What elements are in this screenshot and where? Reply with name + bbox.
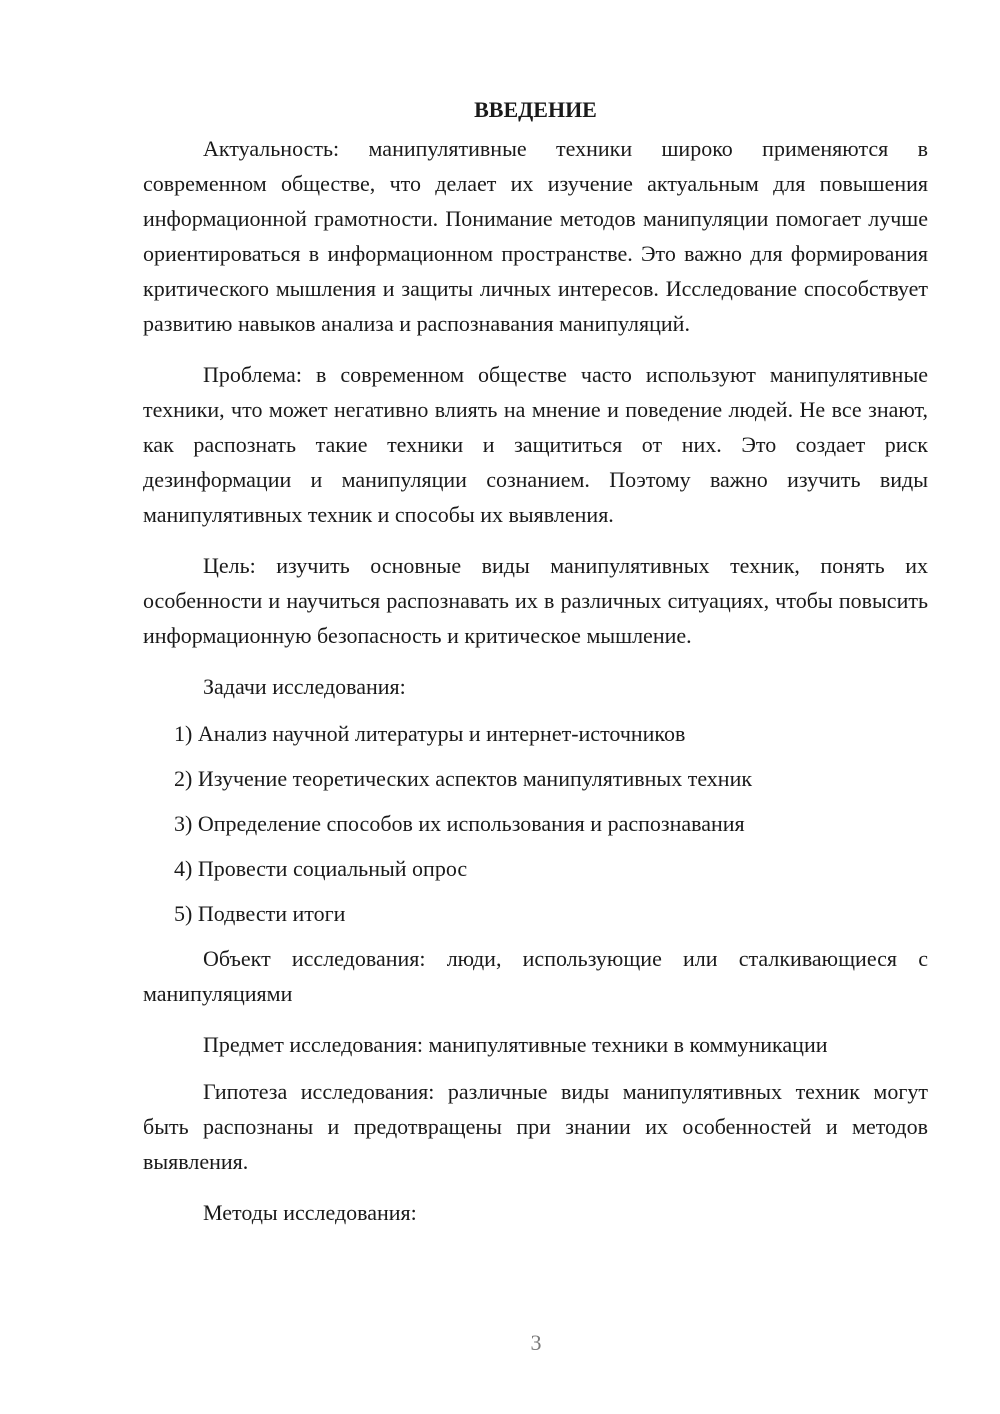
- list-item: 1) Анализ научной литературы и интернет-источников: [174, 721, 686, 746]
- list-item: 3) Определение способов их использования и распознавания: [174, 811, 745, 836]
- subject-paragraph: Предмет исследования: манипулятивные техники в коммуникации: [203, 1032, 828, 1057]
- hypothesis-paragraph: Гипотеза исследования: различные виды манипулятивных техник могут быть распознаны и предотвращены при знании их особенностей и методов выявления.: [143, 1079, 928, 1174]
- page-title: ВВЕДЕНИЕ: [474, 97, 597, 122]
- methods-heading: Методы исследования:: [203, 1200, 417, 1225]
- page-content: [143, 92, 928, 1242]
- object-paragraph: Объект исследования: люди, использующие или сталкивающиеся с манипуляциями: [143, 946, 928, 1006]
- tasks-heading: Задачи исследования:: [203, 674, 406, 699]
- tasks-list: [143, 716, 928, 931]
- problem-paragraph: Проблема: в современном обществе часто используют манипулятивные техники, что может негативно влиять на мнение и поведение людей. Не все знают, как распознать такие техники и защититься от них. Это создает риск дезинформации и манипуляции сознанием. Поэтому важно изучить виды манипулятивных техник и способы их выявления.: [143, 362, 928, 527]
- relevance-paragraph: Актуальность: манипулятивные техники широко применяются в современном обществе, что делает их изучение актуальным для повышения информационной грамотности. Понимание методов манипуляции помогает лучше ориентироваться в информационном пространстве. Это важно для формирования критического мышления и защиты личных интересов. Исследование способствует развитию навыков анализа и распознавания манипуляций.: [143, 136, 928, 336]
- goal-paragraph: Цель: изучить основные виды манипулятивных техник, понять их особенности и научиться распознавать их в различных ситуациях, чтобы повысить информационную безопасность и критическое мышление.: [143, 553, 928, 648]
- list-item: 2) Изучение теоретических аспектов манипулятивных техник: [174, 766, 753, 791]
- page-number: 3: [530, 1330, 542, 1355]
- list-item: 4) Провести социальный опрос: [174, 856, 468, 881]
- list-item: 5) Подвести итоги: [174, 901, 346, 926]
